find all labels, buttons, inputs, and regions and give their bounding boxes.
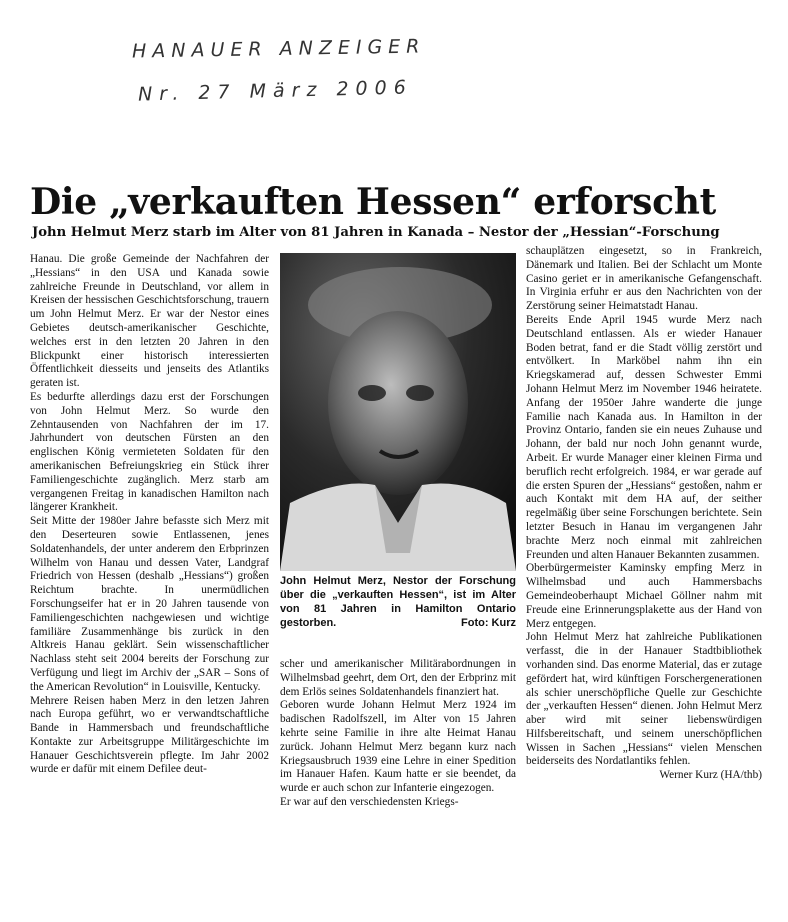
handwritten-note-line2: Nr. 27 März 2006 — [137, 76, 414, 106]
face-shape — [328, 311, 468, 495]
article-column-1 — [30, 253, 269, 823]
paragraph: schauplätzen eingesetzt, so in Frankreich, Dänemark und Italien. Bei der Schlacht um Monte Casino geriet er in amerikanische Gefangenschaft. In Virginia erfuhr er aus den Nachrichten von der Zerstörung seiner Heimatstadt Hanau. — [526, 245, 762, 313]
portrait-photo-image — [280, 253, 516, 571]
paragraph: Hanau. Die große Gemeinde der Nachfahren der „Hessians“ in den USA und Kanada sowie zahlreiche Freunde in Deutschland, vor allem in Kreisen der hessischen Geschichtsforschung, trauern um John Helmut Merz. Er war der Nestor eines Gebietes deutsch-amerikanischer Geschichte, welches erst in den letzten 20 Jahren in den Blickpunkt einer historisch interessierten Öffentlichkeit diesseits und jenseits des Atlantiks geraten ist. — [30, 253, 269, 390]
paragraph: Es bedurfte allerdings dazu erst der Forschungen von John Helmut Merz. So wurde den Zehntausenden von Nachfahren der im 17. Jahrhundert von deutschen Fürsten an den englischen König vermieteten Soldaten für den amerikanischen Befreiungskrieg ein Stück ihrer Familiengeschichte zugänglich. Merz starb am vergangenen Freitag in kanadischen Hamilton nach längerer Krankheit. — [30, 390, 269, 514]
photo-credit: Foto: Kurz — [461, 617, 516, 629]
paragraph-text: John Helmut Merz hat zahlreiche Publikationen verfasst, die in der Hanauer Stadtbibliothek vorhanden sind. Das enorme Material, das er zutage gefördert hat, wird künftigen Forschergenerationen als schier unerschöpfliche Quelle zur Geschichte der „verkauften Hessen“ dienen. John Helmut Merz aber wird mit seiner liebenswürdigen Hilfsbereitschaft, und seinem unerschöpflichen Wissen in Sachen „Hessians“ vielen Menschen beiderseits des Nordatlantiks fehlen. — [526, 631, 762, 768]
caption-text: John Helmut Merz, Nestor der Forschung über die „verkauften Hessen“, ist im Alter von 81 Jahren in Hamilton Ontario gestorben. — [280, 575, 516, 629]
paragraph: scher und amerikanischer Militärabordnungen in Wilhelmsbad geehrt, dem Ort, den der Erbprinz mit dem Erlös seines Soldatenhandels finanziert hat. — [280, 658, 516, 698]
portrait-photo — [280, 253, 516, 571]
paragraph: Bereits Ende April 1945 wurde Merz nach Deutschland entlassen. Als er wieder Hanauer Boden betrat, fand er die Stadt völlig zerstört und entvölkert. In Marköbel nahm ihn ein Kriegskamerad auf, dessen Schwester Emmi Johann Helmut Merz im November 1946 heiratete. Anfang der 1950er Jahre wanderte die junge Familie nach Kanada aus. In Hamilton in der Provinz Ontario, fanden sie ein neues Zuhause und Johann, der bald nur noch John genannt wurde, Arbeit. Er wurde Manager einer kleinen Firma und beruflich recht erfolgreich. 1984, er war gerade auf die ersten Spuren der „Hessians“ gestoßen, nahm er auch Kontakt mit dem HA auf, der seither regelmäßig über seine Forschungen berichtete. Sein letzter Besuch in Hanau im vergangenen Jahr brachte Merz noch einmal mit zahlreichen Freunden und alten Hanauer Bekannten zusammen. — [526, 313, 762, 561]
paragraph: Mehrere Reisen haben Merz in den letzen Jahren nach Europa geführt, wo er verwandtschaftliche Bande in Hammersbach und freundschaftliche Kontakte zur Arbeitsgruppe Militärgeschichte im Hanauer Geschichtsverein pflegte. Im Jahr 2002 wurde er dafür mit einem Defilee deut- — [30, 694, 269, 776]
paragraph: Geboren wurde Johann Helmut Merz 1924 im badischen Radolfszell, im Alter von 15 Jahren kehrte seine Familie in ihre alte Heimat Hanau zurück. Johann Helmut Merz begann kurz nach Kriegsausbruch 1939 eine Lehre in einer Spedition im Hanauer Hafen. Kaum hatte er sie beendet, da wurde er auch schon zur Infanterie eingezogen. — [280, 699, 516, 795]
paragraph: Er war auf den verschiedensten Kriegs- — [280, 795, 459, 808]
byline: Werner Kurz (HA/thb) — [659, 769, 762, 782]
photo-caption — [280, 574, 516, 630]
paragraph: Oberbürgermeister Kaminsky empfing Merz in Wilhelmsbad und auch Hammersbachs Gemeindeoberhaupt Michael Göllner nahm mit Freude eine Erinnerungsplakette aus der Hand von Merz entgegen. — [526, 562, 762, 630]
headline: Die „verkauften Hessen“ erforscht — [30, 181, 716, 223]
paragraph — [526, 631, 762, 782]
article-column-3 — [526, 245, 762, 823]
subheadline: John Helmut Merz starb im Alter von 81 Jahren in Kanada – Nestor der „Hessian“-Forschung — [32, 225, 720, 240]
paragraph: Seit Mitte der 1980er Jahre befasste sich Merz mit den Deserteuren sowie Entlassenen, jenes Soldatenhandels, der unter anderem den Erbprinzen Wilhelm von Hanau und dessen Vater, Landgraf Friedrich von Hessen (deshalb „Hessians“) großen Reichtum brachte. In unermüdlichen Forschungseifer hat er in 20 Jahren tausende von Familiengeschichten nachgewiesen und wichtige familiäre Zusammenhänge bis zurück in den Altkreis Hanau geklärt. Sein wissenschaftlicher Nachlass steht seit 2004 bereits der Forschung zur Verfügung und liegt im Archiv der „SAR – Sons of the American Revolution“ in Louisville, Kentucky. — [30, 515, 269, 693]
article-column-2 — [280, 658, 516, 823]
handwritten-note-line1: HANAUER ANZEIGER — [131, 35, 426, 63]
